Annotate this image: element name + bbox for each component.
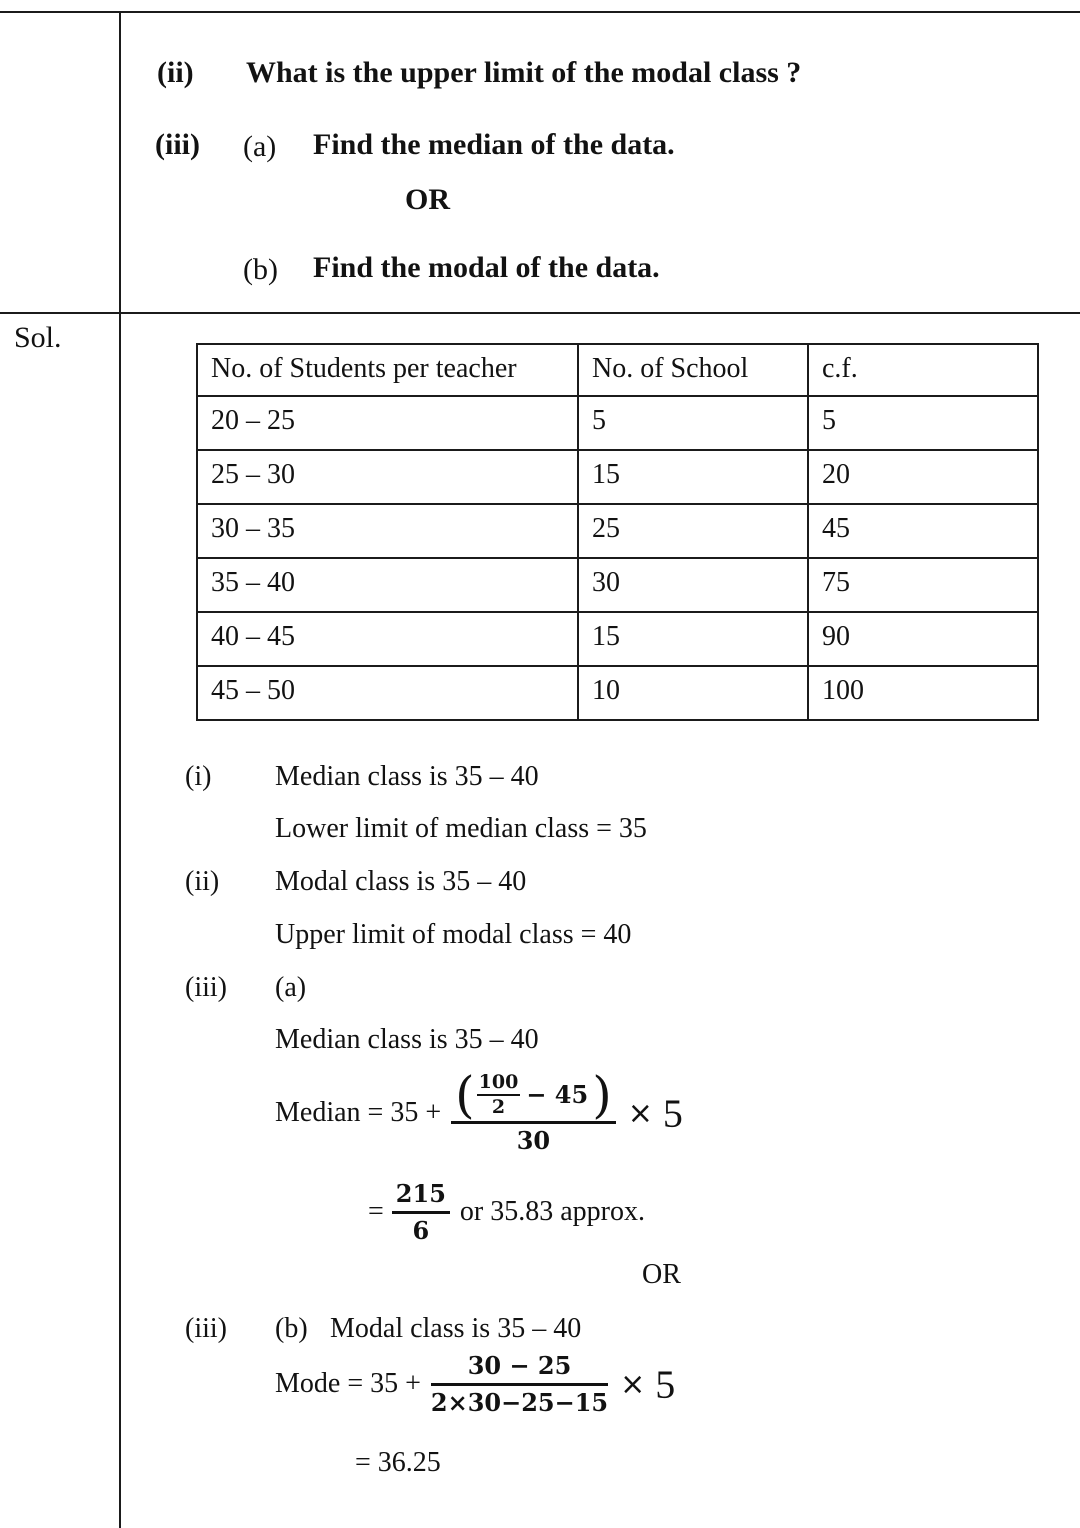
table-row [197, 612, 1038, 666]
table-row [197, 666, 1038, 720]
section-divider-line [0, 312, 1080, 314]
table-cell: 25 [578, 504, 808, 558]
inner-fraction-numerator: 100 [477, 1072, 521, 1096]
median-result-denominator: 6 [412, 1215, 430, 1245]
table-cell: 15 [578, 612, 808, 666]
mode-equation-lhs: Mode = 35 + [275, 1368, 421, 1400]
median-result-suffix: or 35.83 approx. [459, 1196, 645, 1228]
question-iii-b-label: (b) [243, 253, 278, 286]
table-row [197, 396, 1038, 450]
table-cell: 25 – 30 [197, 450, 578, 504]
table-cell: 30 – 35 [197, 504, 578, 558]
table-header-cell: No. of Students per teacher [197, 344, 578, 396]
median-equation-lhs: Median = 35 + [275, 1097, 442, 1129]
multiply-sign: × [620, 1366, 646, 1402]
left-column-divider-line [119, 11, 121, 1528]
item-i-label: (i) [185, 761, 212, 792]
median-fraction [451, 1065, 616, 1155]
table-cell: 40 – 45 [197, 612, 578, 666]
open-paren: ( [455, 1065, 475, 1124]
item-ii-line1: Modal class is 35 – 40 [275, 866, 527, 897]
question-ii-label: (ii) [157, 56, 194, 89]
item-iii-b-iii-label: (iii) [185, 1313, 227, 1344]
median-result-equals: = [368, 1196, 384, 1228]
table-cell: 5 [578, 396, 808, 450]
table-header-cell: c.f. [808, 344, 1038, 396]
item-i-line1: Median class is 35 – 40 [275, 761, 539, 792]
item-iii-a-label: (a) [275, 972, 307, 1003]
multiplier: 5 [655, 1361, 676, 1407]
frequency-table [196, 343, 1039, 721]
median-result-numerator: 215 [392, 1180, 450, 1214]
table-cell: 15 [578, 450, 808, 504]
table-cell: 20 [808, 450, 1038, 504]
item-iii-b-label: (b) [275, 1313, 308, 1344]
multiply-sign: × [627, 1095, 653, 1131]
question-ii-text: What is the upper limit of the modal class ? [246, 56, 802, 89]
item-iii-a-line: Median class is 35 – 40 [275, 1024, 539, 1055]
table-cell: 75 [808, 558, 1038, 612]
question-iii-label: (iii) [155, 128, 200, 161]
table-row [197, 504, 1038, 558]
median-equation [275, 1065, 683, 1155]
table-cell: 30 [578, 558, 808, 612]
inner-fraction [477, 1072, 521, 1118]
table-cell: 5 [808, 396, 1038, 450]
question-iii-b-text: Find the modal of the data. [313, 251, 660, 284]
table-cell: 45 – 50 [197, 666, 578, 720]
table-cell: 90 [808, 612, 1038, 666]
mode-fraction-denominator: 2×30−25−15 [430, 1387, 609, 1417]
solution-or-text: OR [642, 1259, 681, 1290]
median-minus-term: − 45 [526, 1080, 589, 1110]
question-iii-a-label: (a) [243, 130, 277, 163]
mode-result: = 36.25 [355, 1447, 441, 1478]
median-result-fraction [392, 1180, 450, 1244]
item-ii-label: (ii) [185, 866, 220, 897]
table-cell: 100 [808, 666, 1038, 720]
item-i-line2: Lower limit of median class = 35 [275, 813, 647, 844]
question-or-text: OR [405, 183, 450, 216]
item-iii-label: (iii) [185, 972, 227, 1003]
table-cell: 20 – 25 [197, 396, 578, 450]
mode-fraction [431, 1352, 608, 1416]
item-iii-b-line: Modal class is 35 – 40 [330, 1313, 582, 1344]
table-row [197, 558, 1038, 612]
inner-fraction-denominator: 2 [491, 1095, 506, 1118]
table-header-row [197, 344, 1038, 396]
table-header-cell: No. of School [578, 344, 808, 396]
mode-equation [275, 1352, 675, 1416]
table-row [197, 450, 1038, 504]
mode-fraction-numerator: 30 − 25 [431, 1352, 608, 1386]
item-ii-line2: Upper limit of modal class = 40 [275, 919, 632, 950]
multiplier: 5 [662, 1090, 683, 1136]
median-result [368, 1180, 645, 1244]
solution-label: Sol. [14, 321, 62, 354]
table-cell: 10 [578, 666, 808, 720]
top-border-line [0, 11, 1080, 13]
median-fraction-denominator: 30 [516, 1125, 551, 1155]
table-cell: 35 – 40 [197, 558, 578, 612]
question-iii-a-text: Find the median of the data. [313, 128, 675, 161]
close-paren: ) [592, 1065, 612, 1124]
median-fraction-numerator [451, 1065, 616, 1124]
table-cell: 45 [808, 504, 1038, 558]
